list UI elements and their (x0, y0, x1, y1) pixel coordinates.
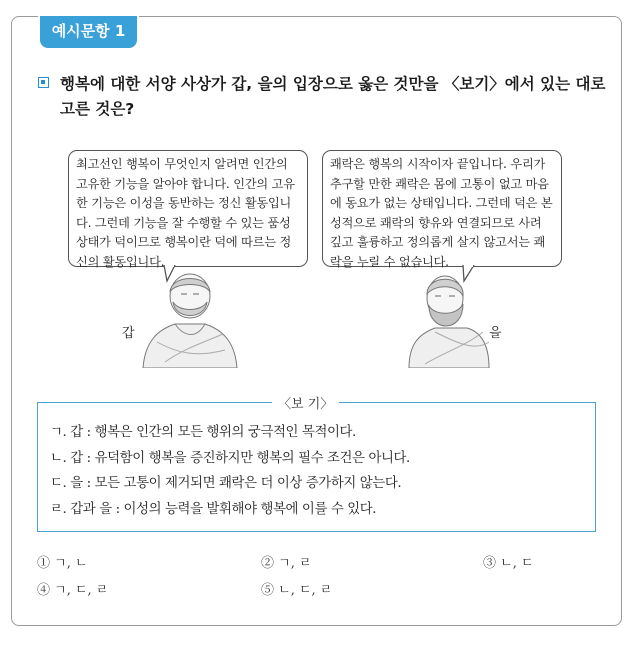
bogi-item-giyeok: ㄱ. 갑 : 행복은 인간의 모든 행위의 궁극적인 목적이다. (50, 425, 356, 440)
question-stem (38, 72, 608, 122)
choice-5[interactable]: ⑤ ㄴ, ㄷ, ㄹ (261, 583, 333, 598)
choice-3[interactable]: ③ ㄴ, ㄷ (483, 556, 534, 571)
speaker-label-gap: 갑 (122, 326, 135, 341)
choice-2[interactable]: ② ㄱ, ㄹ (261, 556, 312, 571)
speech-bubble-eul: 쾌락은 행복의 시작이자 끝입니다. 우리가 추구할 만한 쾌락은 몸에 고통이 없고 마음에 동요가 없는 상태입니다. 그런데 덕은 본성적으로 쾌락의 향유와 연결되므로 사려 깊고 훌륭하고 정의롭게 살지 않고서는 쾌락을 누릴 수 없습니다. (322, 150, 562, 267)
speaker-label-eul: 을 (489, 326, 502, 341)
bogi-list (50, 420, 410, 522)
bogi-box (37, 397, 596, 532)
bogi-item-nieun: ㄴ. 갑 : 유덕함이 행복을 증진하지만 행복의 필수 조건은 아니다. (50, 450, 410, 466)
question-text: 행복에 대한 서양 사상가 갑, 을의 입장으로 옳은 것만을 〈보기〉에서 있는 대로 고른 것은? (60, 75, 606, 118)
question-square-icon (38, 77, 49, 88)
bogi-item-digeut: ㄷ. 을 : 모든 고통이 제거되면 쾌락은 더 이상 증가하지 않는다. (50, 476, 402, 491)
philosopher-eul-illustration (405, 272, 495, 368)
speech-bubble-gap: 최고선인 행복이 무엇인지 알려면 인간의 고유한 기능을 알아야 합니다. 인간의 고유한 기능은 이성을 동반하는 정신 활동입니다. 그런데 기능을 잘 수행할 수 있는 품성 상태가 덕이므로 행복이란 덕에 따르는 정신의 활동입니다. (68, 150, 308, 267)
bogi-item-rieul: ㄹ. 갑과 을 : 이성의 능력을 발휘해야 행복에 이를 수 있다. (50, 501, 377, 517)
choice-1[interactable]: ① ㄱ, ㄴ (37, 556, 88, 571)
bogi-title: 〈보 기〉 (272, 393, 339, 412)
philosopher-gap-illustration (135, 272, 245, 368)
choice-4[interactable]: ④ ㄱ, ㄷ, ㄹ (37, 583, 109, 598)
example-question-tag: 예시문항 1 (40, 16, 137, 48)
